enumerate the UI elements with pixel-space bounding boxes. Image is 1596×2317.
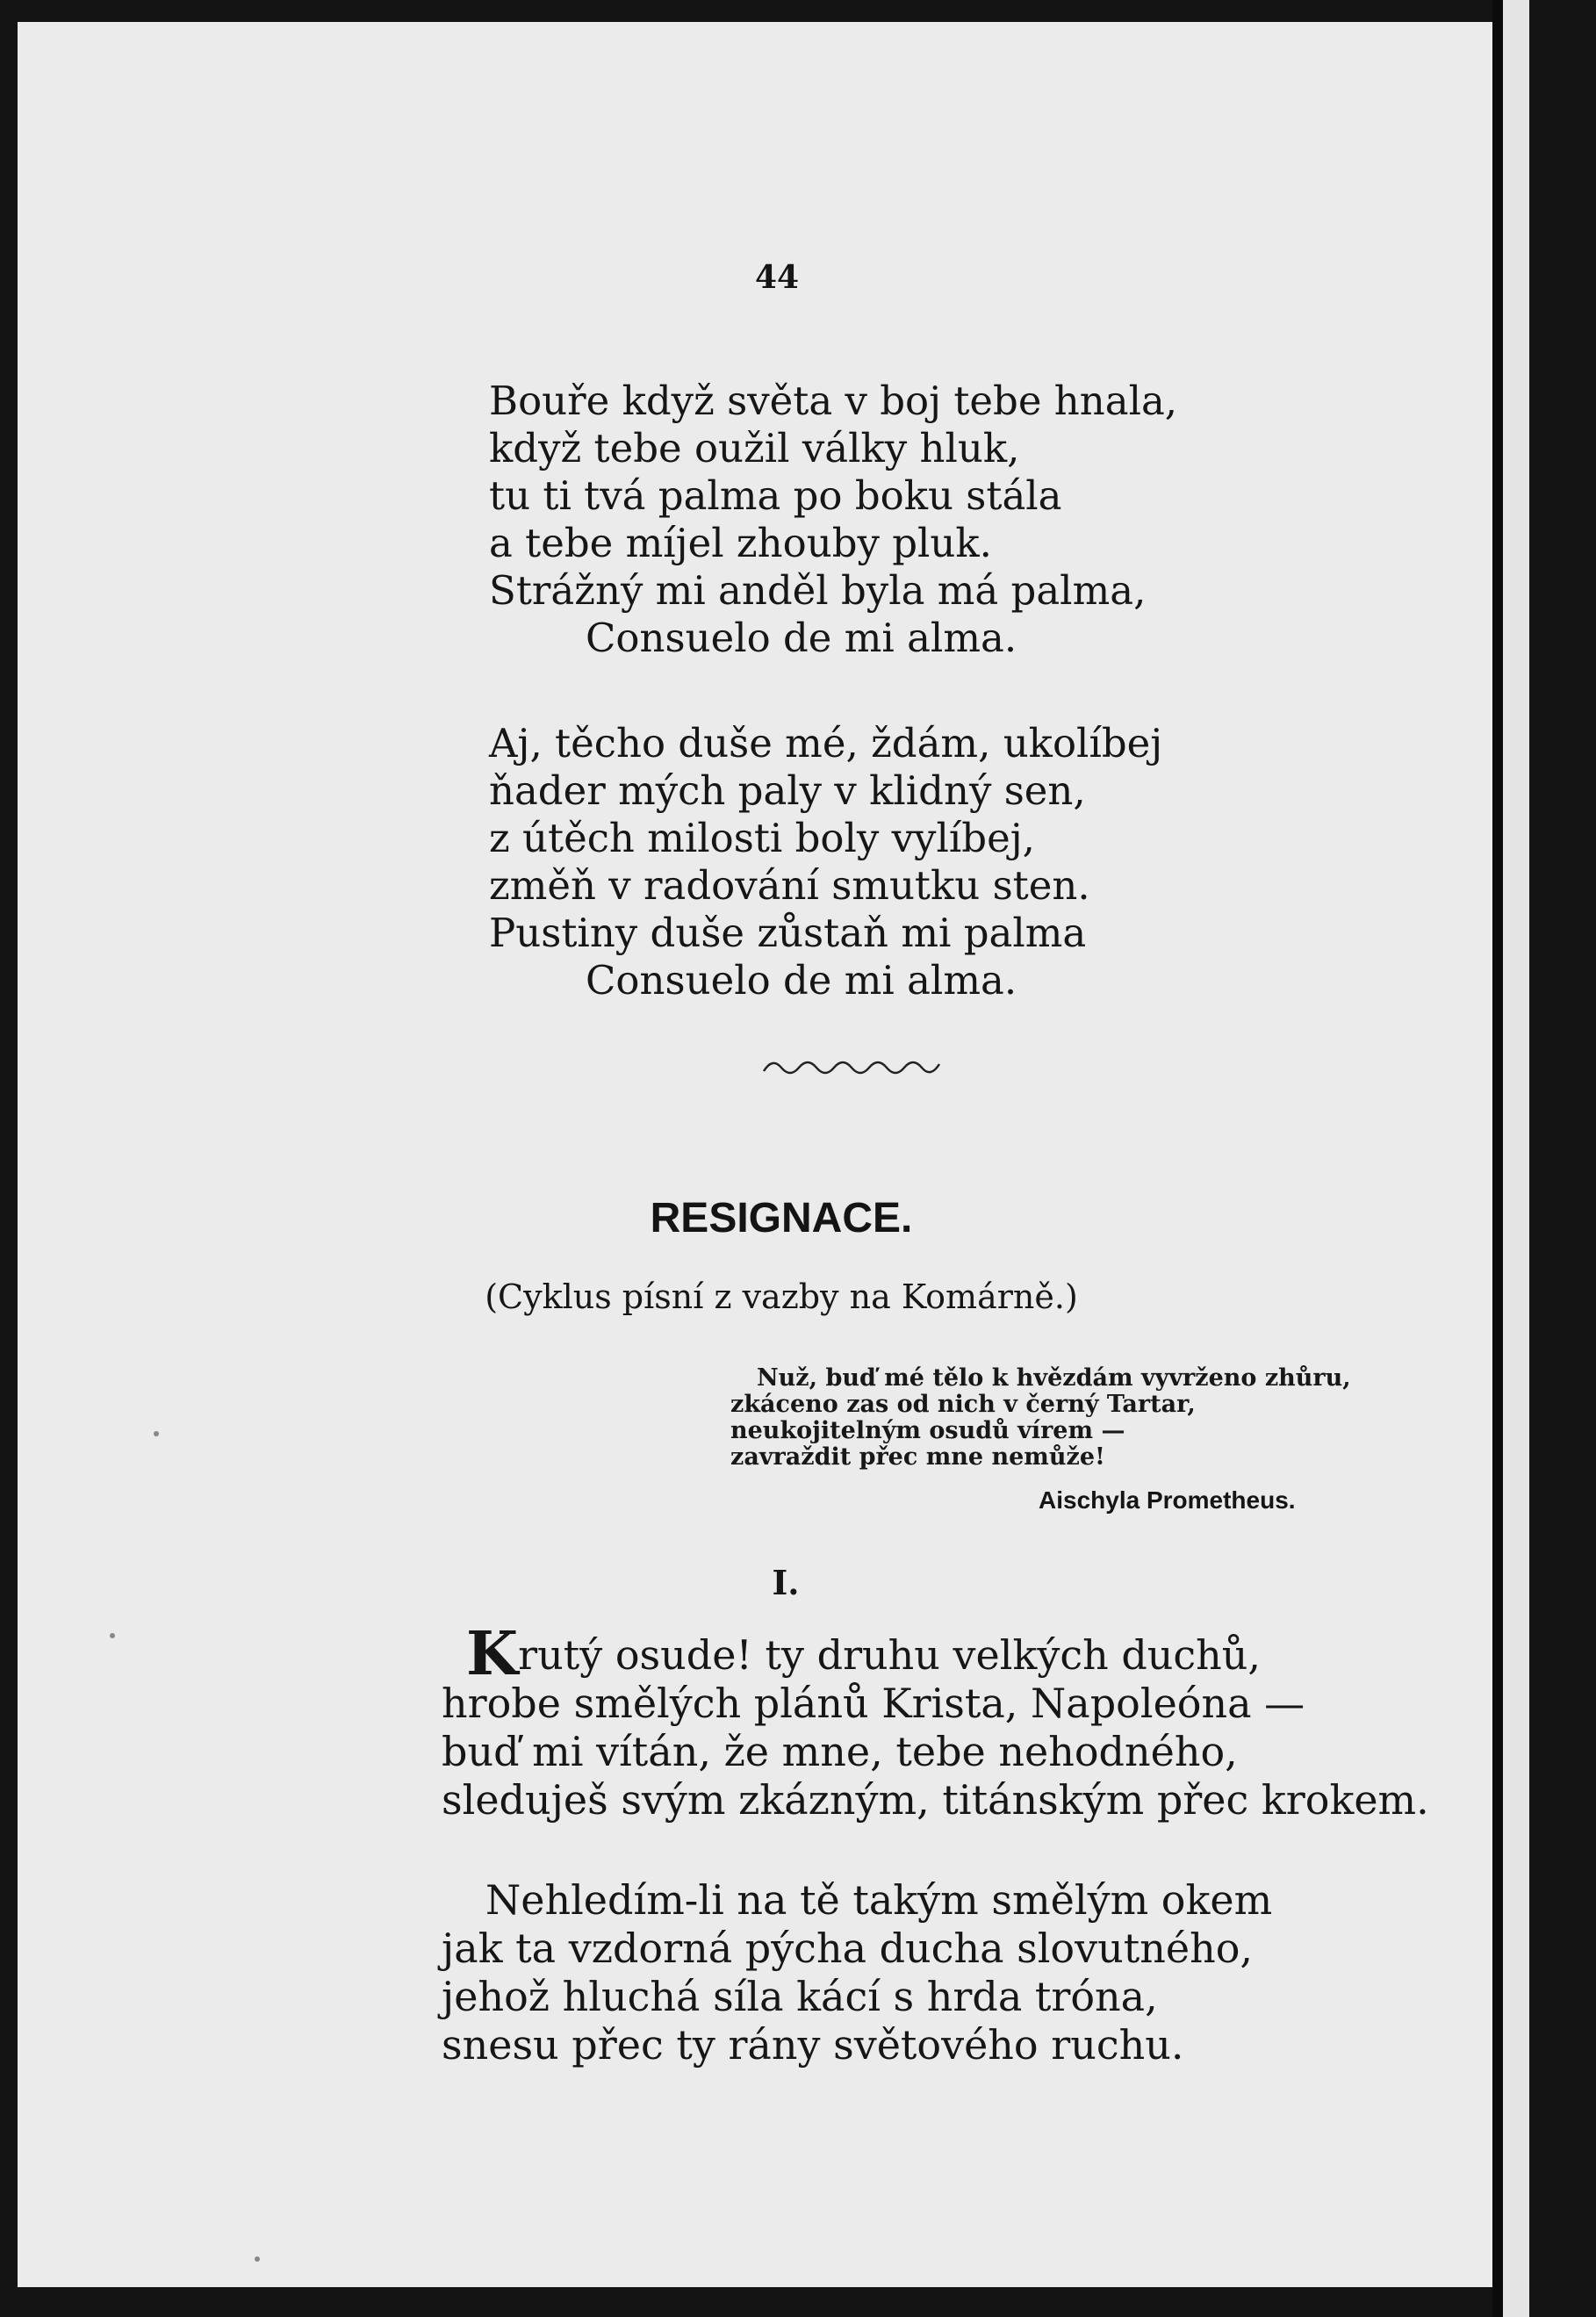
verse-line: sleduješ svým zkázným, titánským přec krokem. [442,1776,1429,1824]
paper-speck [255,2256,260,2262]
page-edge-shadow [1492,0,1503,2317]
epigraph-line: Nuž, buď mé tělo k hvězdám vyvrženo zhůru, [757,1364,1351,1392]
epigraph-line: zkáceno zas od nich v černý Tartar, [730,1391,1196,1418]
page-number: 44 [754,259,800,296]
section-subtitle: (Cyklus písní z vazby na Komárně.) [485,1277,1078,1316]
verse-line: ňader mých paly v klidný sen, [489,767,1086,814]
epigraph-source: Aischyla Prometheus. [1039,1486,1296,1514]
verse-line: Strážný mi anděl byla má palma, [489,567,1147,614]
verse-line: hrobe smělých plánů Krista, Napoleóna — [442,1680,1305,1727]
verse-line-first [442,1619,1429,1689]
part-number: I. [772,1563,800,1602]
verse-refrain: Consuelo de mi alma. [586,957,1017,1004]
poem-part1-stanza-2 [442,1876,1272,2069]
verse-line: snesu přec ty rány světového ruchu. [442,2021,1184,2069]
drop-cap: K [466,1619,519,1689]
verse-line: jehož hluchá síla kácí s hrda tróna, [442,1973,1158,2020]
verse-line: Aj, těcho duše mé, ždám, ukolíbej [489,720,1163,766]
epigraph-line: zavraždit přec mne nemůže! [730,1443,1105,1471]
epigraph [730,1365,1351,1471]
poem-stanza-1 [489,378,1177,662]
verse-line: z útěch milosti boly vylíbej, [489,815,1035,861]
verse-line: a tebe míjel zhouby pluk. [489,520,992,566]
verse-line: změň v radování smutku sten. [489,862,1090,909]
paper-speck [110,1633,115,1638]
section-title: RESIGNACE. [650,1195,913,1241]
verse-line: Nehledím-li na tě takým smělým okem [485,1876,1273,1924]
next-page-edge [1503,0,1529,2317]
verse-line: buď mi vítán, že mne, tebe nehodného, [442,1728,1238,1775]
verse-line: když tebe oužil války hluk, [489,425,1020,471]
book-page [18,22,1492,2287]
verse-line-text: rutý osude! ty druhu velkých duchů, [518,1631,1262,1679]
poem-part1-stanza-1 [442,1619,1429,1824]
wavy-divider-ornament [762,1052,946,1076]
poem-stanza-2 [489,720,1162,1004]
verse-line: Bouře když světa v boj tebe hnala, [489,378,1178,424]
verse-refrain: Consuelo de mi alma. [586,615,1017,661]
paper-speck [154,1431,159,1436]
epigraph-line: neukojitelným osudů vírem — [730,1417,1125,1444]
verse-line: tu ti tvá palma po boku stála [489,472,1062,519]
verse-line: Pustiny duše zůstaň mi palma [489,910,1087,956]
verse-line: jak ta vzdorná pýcha ducha slovutného, [442,1925,1254,1972]
